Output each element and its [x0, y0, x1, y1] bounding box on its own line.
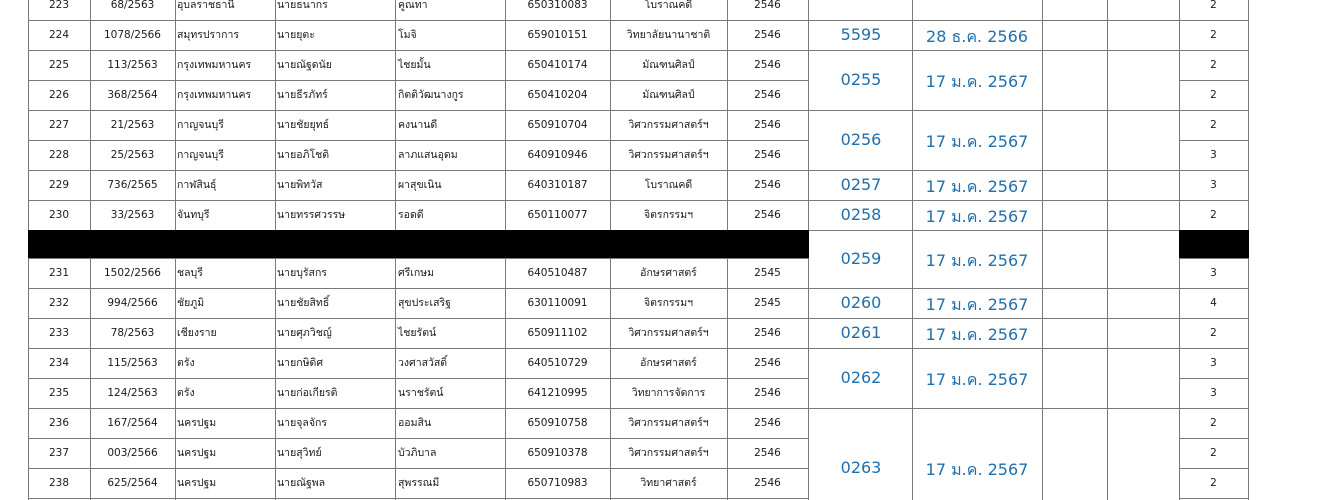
- cell-province: สมุทรปราการ: [177, 29, 239, 41]
- cell-last-name: ผาสุขเนิน: [398, 179, 442, 191]
- cell-number: 226: [48, 89, 70, 101]
- cell-province: กาญจนบุรี: [177, 119, 224, 131]
- cell-first-name: นายทรรศวรรษ: [277, 209, 346, 221]
- document-date: 17 ม.ค. 2567: [925, 325, 1029, 344]
- cell-province: ชัยภูมิ: [177, 297, 205, 309]
- cell-case-number: 625/2564: [107, 477, 158, 489]
- cell-count: 3: [1210, 357, 1217, 369]
- cell-last-name: บัวภิบาล: [398, 447, 437, 459]
- cell-case-number: 124/2563: [107, 387, 158, 399]
- cell-count: 3: [1210, 179, 1217, 191]
- cell-first-name: นายจุลจักร: [277, 417, 327, 429]
- cell-case-number: 21/2563: [110, 119, 155, 131]
- cell-case-number: 1502/2566: [104, 267, 161, 279]
- cell-province: กาญจนบุรี: [177, 149, 224, 161]
- cell-last-name: สุพรรณมี: [398, 477, 440, 489]
- document-number: 0261: [840, 323, 882, 342]
- cell-last-name: กิตติวัฒนางกูร: [398, 89, 464, 101]
- row-divider: [1179, 378, 1248, 379]
- cell-student-id: 650910378: [527, 447, 588, 459]
- cell-student-id: 650410204: [527, 89, 588, 101]
- document-number: 0255: [840, 70, 882, 89]
- cell-number: 224: [48, 29, 70, 41]
- cell-last-name: คูณทา: [398, 0, 428, 11]
- doc-divider: [808, 200, 1179, 201]
- cell-faculty: โบราณคดี: [644, 179, 693, 191]
- cell-student-id: 650710983: [527, 477, 588, 489]
- cell-number: 223: [48, 0, 70, 11]
- cell-student-id: 650110077: [527, 209, 588, 221]
- cell-student-id: 650410174: [527, 59, 588, 71]
- cell-last-name: ศรีเกษม: [398, 267, 435, 279]
- row-divider: [1179, 50, 1248, 51]
- cell-last-name: ไชยรัตน์: [398, 327, 437, 339]
- cell-count: 4: [1210, 297, 1217, 309]
- cell-count: 3: [1210, 149, 1217, 161]
- doc-divider: [808, 408, 1179, 409]
- cell-number: 230: [48, 209, 70, 221]
- cell-student-id: 640910946: [527, 149, 588, 161]
- cell-province: ชลบุรี: [177, 267, 203, 279]
- cell-student-id: 630110091: [527, 297, 588, 309]
- cell-first-name: นายศุภวิชญ์: [277, 327, 332, 339]
- cell-number: 227: [48, 119, 70, 131]
- row-divider: [28, 258, 808, 259]
- cell-number: 225: [48, 59, 70, 71]
- cell-count: 2: [1210, 327, 1217, 339]
- cell-last-name: สุขประเสริฐ: [398, 297, 451, 309]
- cell-count: 2: [1210, 59, 1217, 71]
- doc-divider: [808, 288, 1179, 289]
- cell-number: 236: [48, 417, 70, 429]
- cell-province: นครปฐม: [177, 477, 217, 489]
- row-divider: [28, 468, 808, 469]
- document-number: 0259: [840, 249, 882, 268]
- cell-province: กาฬสินธุ์: [177, 179, 217, 191]
- cell-student-id: 650310083: [527, 0, 588, 11]
- cell-count: 2: [1210, 0, 1217, 11]
- row-divider: [1179, 20, 1248, 21]
- row-divider: [1179, 110, 1248, 111]
- cell-province: อุบลราชธานี: [177, 0, 235, 11]
- cell-number: 232: [48, 297, 70, 309]
- cell-province: กรุงเทพมหานคร: [177, 89, 252, 101]
- cell-first-name: นายชัยสิทธิ์: [277, 297, 330, 309]
- cell-last-name: รอดดี: [398, 209, 424, 221]
- cell-year: 2546: [754, 357, 781, 369]
- row-divider: [1179, 288, 1248, 289]
- col-divider: [1107, 0, 1108, 500]
- document-number: 0262: [840, 368, 882, 387]
- cell-case-number: 33/2563: [110, 209, 155, 221]
- cell-last-name: นราชรัตน์: [398, 387, 444, 399]
- document-number: 0258: [840, 205, 882, 224]
- row-divider: [1179, 258, 1248, 259]
- cell-province: นครปฐม: [177, 417, 217, 429]
- cell-faculty: วิศวกรรมศาสตร์ฯ: [628, 119, 709, 131]
- row-divider: [28, 140, 808, 141]
- cell-year: 2546: [754, 29, 781, 41]
- cell-last-name: วงศาสวัสดิ์: [398, 357, 448, 369]
- cell-student-id: 641210995: [527, 387, 588, 399]
- cell-year: 2546: [754, 387, 781, 399]
- document-date: 17 ม.ค. 2567: [925, 207, 1029, 226]
- document-number: 0257: [840, 175, 882, 194]
- cell-first-name: นายณัฐพล: [277, 477, 326, 489]
- cell-province: เชียงราย: [177, 327, 217, 339]
- row-divider: [1179, 438, 1248, 439]
- cell-case-number: 003/2566: [107, 447, 158, 459]
- row-divider: [1179, 140, 1248, 141]
- row-divider: [1179, 200, 1248, 201]
- cell-first-name: นายบุรัสกร: [277, 267, 327, 279]
- cell-faculty: มัณฑนศิลป์: [642, 59, 695, 71]
- cell-last-name: โมจิ: [398, 29, 417, 41]
- cell-year: 2545: [754, 297, 781, 309]
- cell-faculty: อักษรศาสตร์: [640, 357, 697, 369]
- row-divider: [28, 110, 808, 111]
- document-date: 17 ม.ค. 2567: [925, 460, 1029, 479]
- cell-first-name: นายอภิโชติ: [277, 149, 330, 161]
- cell-year: 2546: [754, 209, 781, 221]
- row-divider: [28, 20, 808, 21]
- doc-divider: [808, 318, 1179, 319]
- cell-faculty: วิศวกรรมศาสตร์ฯ: [628, 149, 709, 161]
- row-divider: [28, 200, 808, 201]
- cell-last-name: ออมสิน: [398, 417, 432, 429]
- row-divider: [28, 348, 808, 349]
- cell-number: 231: [48, 267, 70, 279]
- cell-faculty: อักษรศาสตร์: [640, 267, 697, 279]
- cell-first-name: นายยุตะ: [277, 29, 315, 41]
- cell-faculty: วิศวกรรมศาสตร์ฯ: [628, 417, 709, 429]
- row-divider: [1179, 468, 1248, 469]
- cell-first-name: นายชัยยุทธ์: [277, 119, 329, 131]
- cell-first-name: นายกษิดิศ: [277, 357, 323, 369]
- row-divider: [28, 318, 808, 319]
- cell-number: 228: [48, 149, 70, 161]
- row-divider: [28, 170, 808, 171]
- document-date: 17 ม.ค. 2567: [925, 177, 1029, 196]
- redaction-bar: [28, 230, 809, 258]
- cell-province: ตรัง: [177, 387, 195, 399]
- row-divider: [1179, 408, 1248, 409]
- cell-number: 235: [48, 387, 70, 399]
- cell-number: 234: [48, 357, 70, 369]
- cell-student-id: 640510487: [527, 267, 588, 279]
- redaction-bar: [1179, 230, 1249, 258]
- row-divider: [1179, 348, 1248, 349]
- cell-year: 2546: [754, 0, 781, 11]
- row-divider: [28, 288, 808, 289]
- cell-faculty: มัณฑนศิลป์: [642, 89, 695, 101]
- document-number: 5595: [840, 25, 882, 44]
- cell-count: 3: [1210, 267, 1217, 279]
- cell-number: 238: [48, 477, 70, 489]
- document-date: 17 ม.ค. 2567: [925, 132, 1029, 151]
- cell-student-id: 640310187: [527, 179, 588, 191]
- cell-count: 2: [1210, 447, 1217, 459]
- cell-case-number: 994/2566: [107, 297, 158, 309]
- cell-province: ตรัง: [177, 357, 195, 369]
- document-number: 0263: [840, 458, 882, 477]
- cell-student-id: 640510729: [527, 357, 588, 369]
- row-divider: [28, 50, 808, 51]
- doc-divider: [808, 170, 1179, 171]
- cell-case-number: 167/2564: [107, 417, 158, 429]
- cell-faculty: วิทยาศาสตร์: [640, 477, 697, 489]
- cell-year: 2546: [754, 89, 781, 101]
- cell-year: 2545: [754, 267, 781, 279]
- cell-case-number: 115/2563: [107, 357, 158, 369]
- doc-divider: [808, 110, 1179, 111]
- row-divider: [1179, 170, 1248, 171]
- cell-year: 2546: [754, 119, 781, 131]
- doc-divider: [808, 20, 1179, 21]
- cell-province: นครปฐม: [177, 447, 217, 459]
- cell-case-number: 1078/2566: [104, 29, 161, 41]
- cell-faculty: จิตรกรรมฯ: [643, 297, 694, 309]
- cell-faculty: วิทยาลัยนานาชาติ: [626, 29, 711, 41]
- row-divider: [1179, 80, 1248, 81]
- cell-number: 229: [48, 179, 70, 191]
- cell-case-number: 25/2563: [110, 149, 155, 161]
- cell-year: 2546: [754, 149, 781, 161]
- cell-first-name: นายก่อเกียรติ: [277, 387, 338, 399]
- cell-faculty: จิตรกรรมฯ: [643, 209, 694, 221]
- cell-last-name: คงนานดี: [398, 119, 438, 131]
- cell-case-number: 78/2563: [110, 327, 155, 339]
- cell-year: 2546: [754, 477, 781, 489]
- cell-count: 2: [1210, 89, 1217, 101]
- cell-first-name: นายณัฐดนัย: [277, 59, 332, 71]
- cell-case-number: 368/2564: [107, 89, 158, 101]
- cell-first-name: นายธนากร: [277, 0, 328, 11]
- cell-count: 2: [1210, 417, 1217, 429]
- cell-faculty: วิทยาการจัดการ: [631, 387, 706, 399]
- row-divider: [28, 438, 808, 439]
- col-divider: [1042, 0, 1043, 500]
- cell-case-number: 113/2563: [107, 59, 158, 71]
- cell-number: 237: [48, 447, 70, 459]
- row-divider: [28, 408, 808, 409]
- document-number: 0256: [840, 130, 882, 149]
- cell-number: 233: [48, 327, 70, 339]
- cell-student-id: 650910704: [527, 119, 588, 131]
- cell-year: 2546: [754, 417, 781, 429]
- doc-divider: [808, 230, 1179, 231]
- cell-year: 2546: [754, 179, 781, 191]
- doc-divider: [808, 348, 1179, 349]
- document-number: 0260: [840, 293, 882, 312]
- row-divider: [28, 80, 808, 81]
- cell-first-name: นายธีรภัทร์: [277, 89, 328, 101]
- cell-first-name: นายสุวิทย์: [277, 447, 322, 459]
- cell-case-number: 736/2565: [107, 179, 158, 191]
- row-divider: [28, 498, 808, 499]
- cell-count: 2: [1210, 209, 1217, 221]
- cell-count: 2: [1210, 477, 1217, 489]
- row-divider: [28, 378, 808, 379]
- cell-last-name: ไชยมั้น: [398, 59, 431, 71]
- cell-student-id: 650910758: [527, 417, 588, 429]
- cell-faculty: โบราณคดี: [644, 0, 693, 11]
- cell-province: กรุงเทพมหานคร: [177, 59, 252, 71]
- cell-year: 2546: [754, 59, 781, 71]
- row-divider: [1179, 498, 1248, 499]
- cell-faculty: วิศวกรรมศาสตร์ฯ: [628, 327, 709, 339]
- cell-count: 3: [1210, 387, 1217, 399]
- cell-count: 2: [1210, 29, 1217, 41]
- cell-province: จันทบุรี: [177, 209, 210, 221]
- cell-student-id: 659010151: [527, 29, 588, 41]
- row-divider: [1179, 318, 1248, 319]
- cell-last-name: ลาภแสนอุดม: [398, 149, 458, 161]
- cell-count: 2: [1210, 119, 1217, 131]
- doc-divider: [808, 50, 1179, 51]
- document-date: 17 ม.ค. 2567: [925, 370, 1029, 389]
- document-date: 17 ม.ค. 2567: [925, 72, 1029, 91]
- document-date: 17 ม.ค. 2567: [925, 295, 1029, 314]
- cell-first-name: นายพิทวัส: [277, 179, 323, 191]
- document-date: 17 ม.ค. 2567: [925, 251, 1029, 270]
- cell-case-number: 68/2563: [110, 0, 155, 11]
- cell-faculty: วิศวกรรมศาสตร์ฯ: [628, 447, 709, 459]
- document-date: 28 ธ.ค. 2566: [926, 27, 1028, 46]
- cell-year: 2546: [754, 327, 781, 339]
- cell-year: 2546: [754, 447, 781, 459]
- cell-student-id: 650911102: [527, 327, 588, 339]
